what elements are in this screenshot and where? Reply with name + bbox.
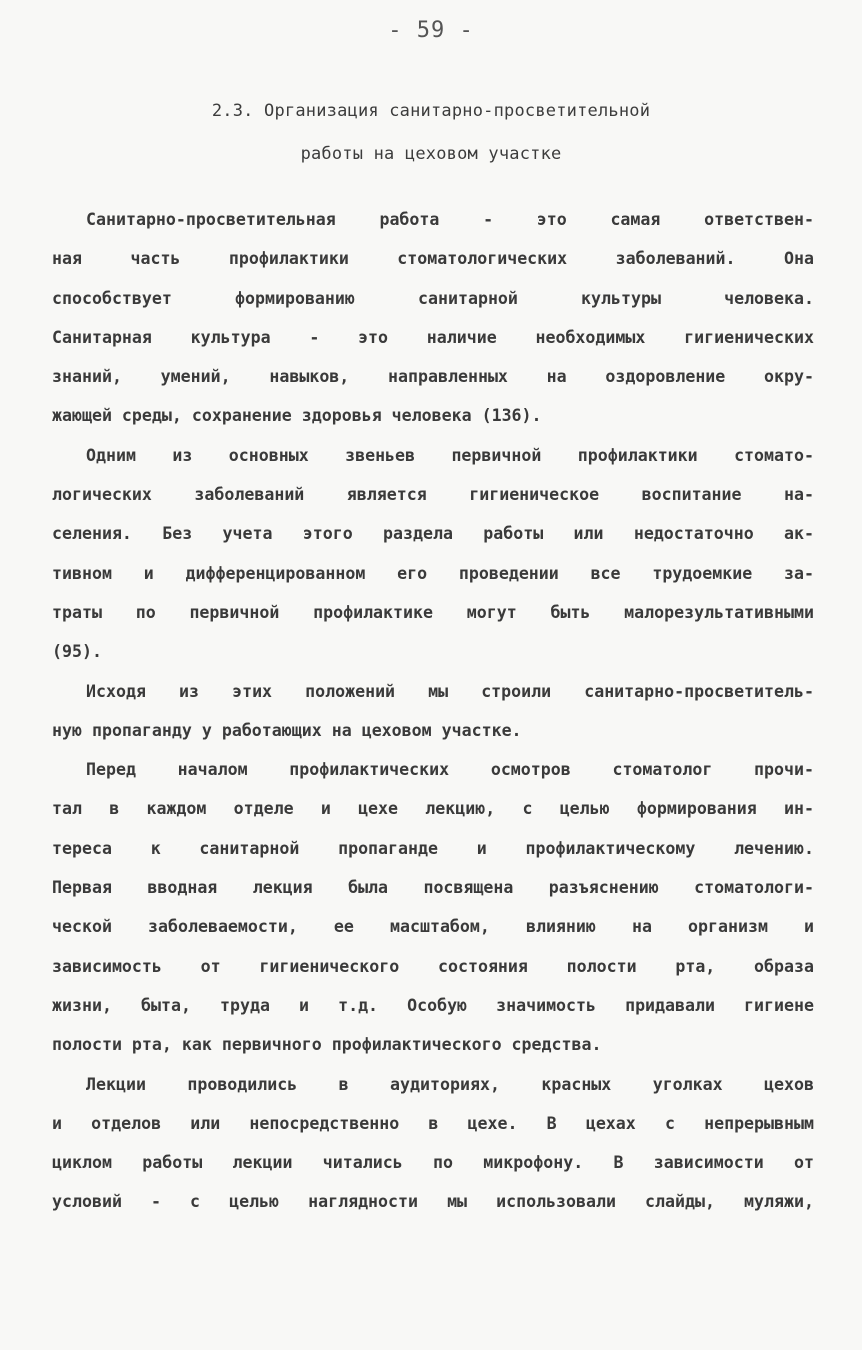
text-line: ную пропаганду у работающих на цеховом участке.: [52, 720, 522, 740]
text-line: Санитарно-просветительная работа - это самая ответствен-: [86, 210, 814, 229]
text-line: жающей среды, сохранение здоровья человека (136).: [52, 406, 542, 426]
text-line: способствует формированию санитарной культуры человека.: [52, 288, 814, 308]
text-line: Санитарная культура - это наличие необходимых гигиенических: [52, 327, 814, 347]
text-line: Исходя из этих положений мы строили санитарно-просветитель-: [86, 681, 814, 701]
text-line: траты по первичной профилактике могут быть малорезультативными: [52, 602, 814, 622]
text-line: селения. Без учета этого раздела работы или недостаточно ак-: [52, 524, 814, 544]
section-heading-line-1: 2.3. Организация санитарно-просветительной: [211, 101, 651, 121]
page-number: - 59 -: [388, 18, 474, 43]
text-line: зависимость от гигиенического состояния полости рта, образа: [52, 956, 814, 976]
text-line: циклом работы лекции читались по микрофону. В зависимости от: [52, 1153, 814, 1173]
body-text: [52, 200, 814, 1222]
text-line: жизни, быта, труда и т.д. Особую значимость придавали гигиене: [52, 995, 814, 1015]
text-line: и отделов или непосредственно в цехе. В цехах с непрерывным: [52, 1113, 814, 1133]
text-line: ческой заболеваемости, ее масштабом, влиянию на организм и: [52, 917, 814, 937]
text-line: Лекции проводились в аудиториях, красных уголках цехов: [86, 1074, 814, 1094]
text-line: (95).: [52, 642, 102, 662]
text-line: условий - с целью наглядности мы использовали слайды, муляжи,: [52, 1192, 814, 1212]
text-line: логических заболеваний является гигиеническое воспитание на-: [52, 485, 814, 505]
section-heading-line-2: работы на цеховом участке: [300, 144, 562, 164]
text-line: ная часть профилактики стоматологических заболеваний. Она: [52, 249, 814, 269]
text-line: полости рта, как первичного профилактического средства.: [52, 1035, 602, 1055]
text-line: тереса к санитарной пропаганде и профилактическому лечению.: [52, 838, 814, 858]
text-line: тивном и дифференцированном его проведении все трудоемкие за-: [52, 563, 814, 583]
text-line: тал в каждом отделе и цехе лекцию, с целью формирования ин-: [52, 799, 814, 819]
text-line: Одним из основных звеньев первичной профилактики стомато-: [86, 445, 814, 465]
text-line: Перед началом профилактических осмотров стоматолог прочи-: [86, 760, 814, 780]
text-line: знаний, умений, навыков, направленных на оздоровление окру-: [52, 367, 814, 387]
text-line: Первая вводная лекция была посвящена разъяснению стоматологи-: [52, 878, 814, 898]
